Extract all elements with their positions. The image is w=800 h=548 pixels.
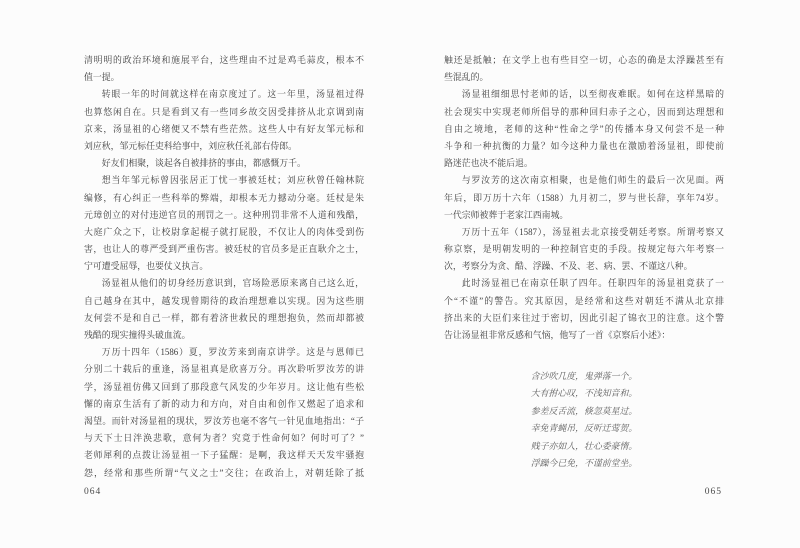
right-page-body-text (444, 52, 724, 344)
text-line: 值一提。 (84, 72, 120, 83)
text-line: 渴望。而针对汤显祖的现状，罗汝芳也毫不客气一针见血地指出：“子 (84, 415, 364, 426)
left-page-body-text (84, 52, 364, 482)
text-line: 一代宗师被葬于老家江西南城。 (444, 209, 569, 220)
text-line: 自由之境地，老师的这种“性命之学”的传播本身又何尝不是一种 (444, 123, 724, 134)
text-line: 宁可遭受屈辱，也要仗义执言。 (84, 261, 209, 272)
text-line: 汤显祖细细思忖老师的话，以至彻夜难眠。如何在这样黑暗的 (461, 89, 724, 100)
text-line: 挤出来的大臣们来往过于密切，因此引起了锦衣卫的注意。这个警 (444, 312, 724, 323)
text-line: 路迷茫也决不能后退。 (444, 158, 533, 169)
page-number-right: 065 (704, 487, 722, 497)
poem-line: 大有拊心叹，不浅知音和。 (530, 388, 638, 399)
text-line: 汤显祖从他们的切身经历意识到，官场险恶原来离自己这么近， (101, 278, 364, 289)
text-line: 个“不谨”的警告。究其原因，是经常和这些对朝廷不满从北京排 (444, 295, 724, 306)
poem-line: 浮躁今已免，不谨前堂坐。 (530, 457, 638, 468)
text-line: 学，汤显祖仿佛又回到了那段意气风发的少年岁月。这让他有些松 (84, 381, 364, 392)
text-line: 触还是抵触；在文学上也有些目空一切，心态的确是太浮躁甚至有 (444, 55, 724, 65)
text-line: 京来，汤显祖的心绪便又不禁有些茫然。这些人中有好友邹元标和 (84, 123, 364, 134)
text-line: 大庭广众之下，让校尉拿起棍子就打屁股，不仅让人的肉体受到伤 (84, 226, 364, 237)
text-line: 想当年邹元标曾因张居正丁忧一事被廷杖；刘应秋曾任翰林院 (101, 175, 364, 186)
text-line: 与天下士日泮涣悲歌，意何为者？究竟于性命何如？何时可了？” (84, 433, 364, 444)
text-line: 斗争和一种抗衡的力量？如今这种力量也在激励着汤显祖，即使前 (444, 140, 724, 151)
text-line: 社会现实中实现老师所倡导的那种回归赤子之心，因而到达理想和 (444, 106, 724, 117)
text-line: 懈的南京生活有了新的动力和方向，对自由和创作又燃起了追求和 (84, 398, 364, 409)
poem-block (444, 368, 724, 472)
text-line: 怨，经常和那些所谓“气义之士”交往；在政治上，对朝廷除了抵 (84, 467, 364, 478)
poem-line: 贱子亦如人，壮心委豪惰。 (530, 440, 638, 451)
text-line: 告让汤显祖非常反感和气恼，他写了一首《京察后小述》： (444, 330, 671, 340)
poem-line: 幸免青蝇吊，反听迁莺贺。 (530, 423, 638, 434)
text-line: 自己越身在其中，越发现曾期待的政治理想难以实现。因为这些朋 (84, 295, 364, 306)
text-line: 老师犀利的点拨让汤显祖一下子猛醒：是啊，我这样天天发牢骚抱 (84, 450, 364, 461)
text-line: 元璋创立的对付违逆官员的刑罚之一。这种刑罚非常不人道和残酷， (84, 209, 364, 220)
page-number-left: 064 (84, 487, 102, 497)
text-line: 与罗汝芳的这次南京相聚，也是他们师生的最后一次见面。两 (461, 175, 724, 186)
text-line: 转眼一年的时间就这样在南京度过了。这一年里，汤显祖过得 (101, 89, 364, 100)
text-line: 也算悠闲自在。只是看到又有一些同乡故交因受排挤从北京调到南 (84, 106, 364, 117)
text-line: 清明明的政治环境和施展平台，这些理由不过是鸡毛蒜皮，根本不 (84, 55, 364, 65)
text-line: 万历十四年（1586）夏，罗汝芳来到南京讲学。这是与恩师已 (101, 347, 364, 358)
text-line: 万历十五年（1587），汤显祖去北京接受朝廷考察。所谓考察又 (461, 226, 724, 237)
text-line: 刘应秋，邹元标任吏科给事中，刘应秋任礼部右侍郎。 (84, 140, 297, 151)
text-line: 编修，有心纠正一些科举的弊端，却根本无力撼动分毫。廷杖是朱 (84, 192, 364, 203)
poem-line: 含沙吹几度，鬼弹落一个。 (530, 371, 638, 381)
text-line: 次，考察分为贪、酷、浮躁、不及、老、病、罢、不谨这八种。 (444, 261, 693, 272)
text-line: 分别二十载后的重逢，汤显祖真是欣喜万分。再次聆听罗汝芳的讲 (84, 364, 364, 375)
text-line: 友何尝不是和自己一样，都有着济世救民的理想抱负，然而却都被 (84, 312, 364, 323)
poem-line: 参差反舌流，倏忽莫星过。 (530, 405, 638, 416)
text-line: 害，也让人的尊严受到严重伤害。被廷杖的官员多是正直耿介之士， (84, 244, 364, 255)
text-line: 好友们相聚，谈起各自被排挤的事由，都感慨万千。 (101, 158, 306, 169)
text-line: 称京察，是明朝发明的一种控制官吏的手段。按规定每六年考察一 (444, 244, 724, 255)
text-line: 此时汤显祖已在南京任职了四年。任职四年的汤显祖竟获了一 (461, 278, 724, 289)
text-line: 年后，即万历十六年（1588）九月初二，罗与世长辞，享年74岁。 (444, 192, 724, 203)
text-line: 些混乱的。 (444, 72, 489, 83)
text-line: 残酷的现实撞得头破血流。 (84, 330, 191, 340)
